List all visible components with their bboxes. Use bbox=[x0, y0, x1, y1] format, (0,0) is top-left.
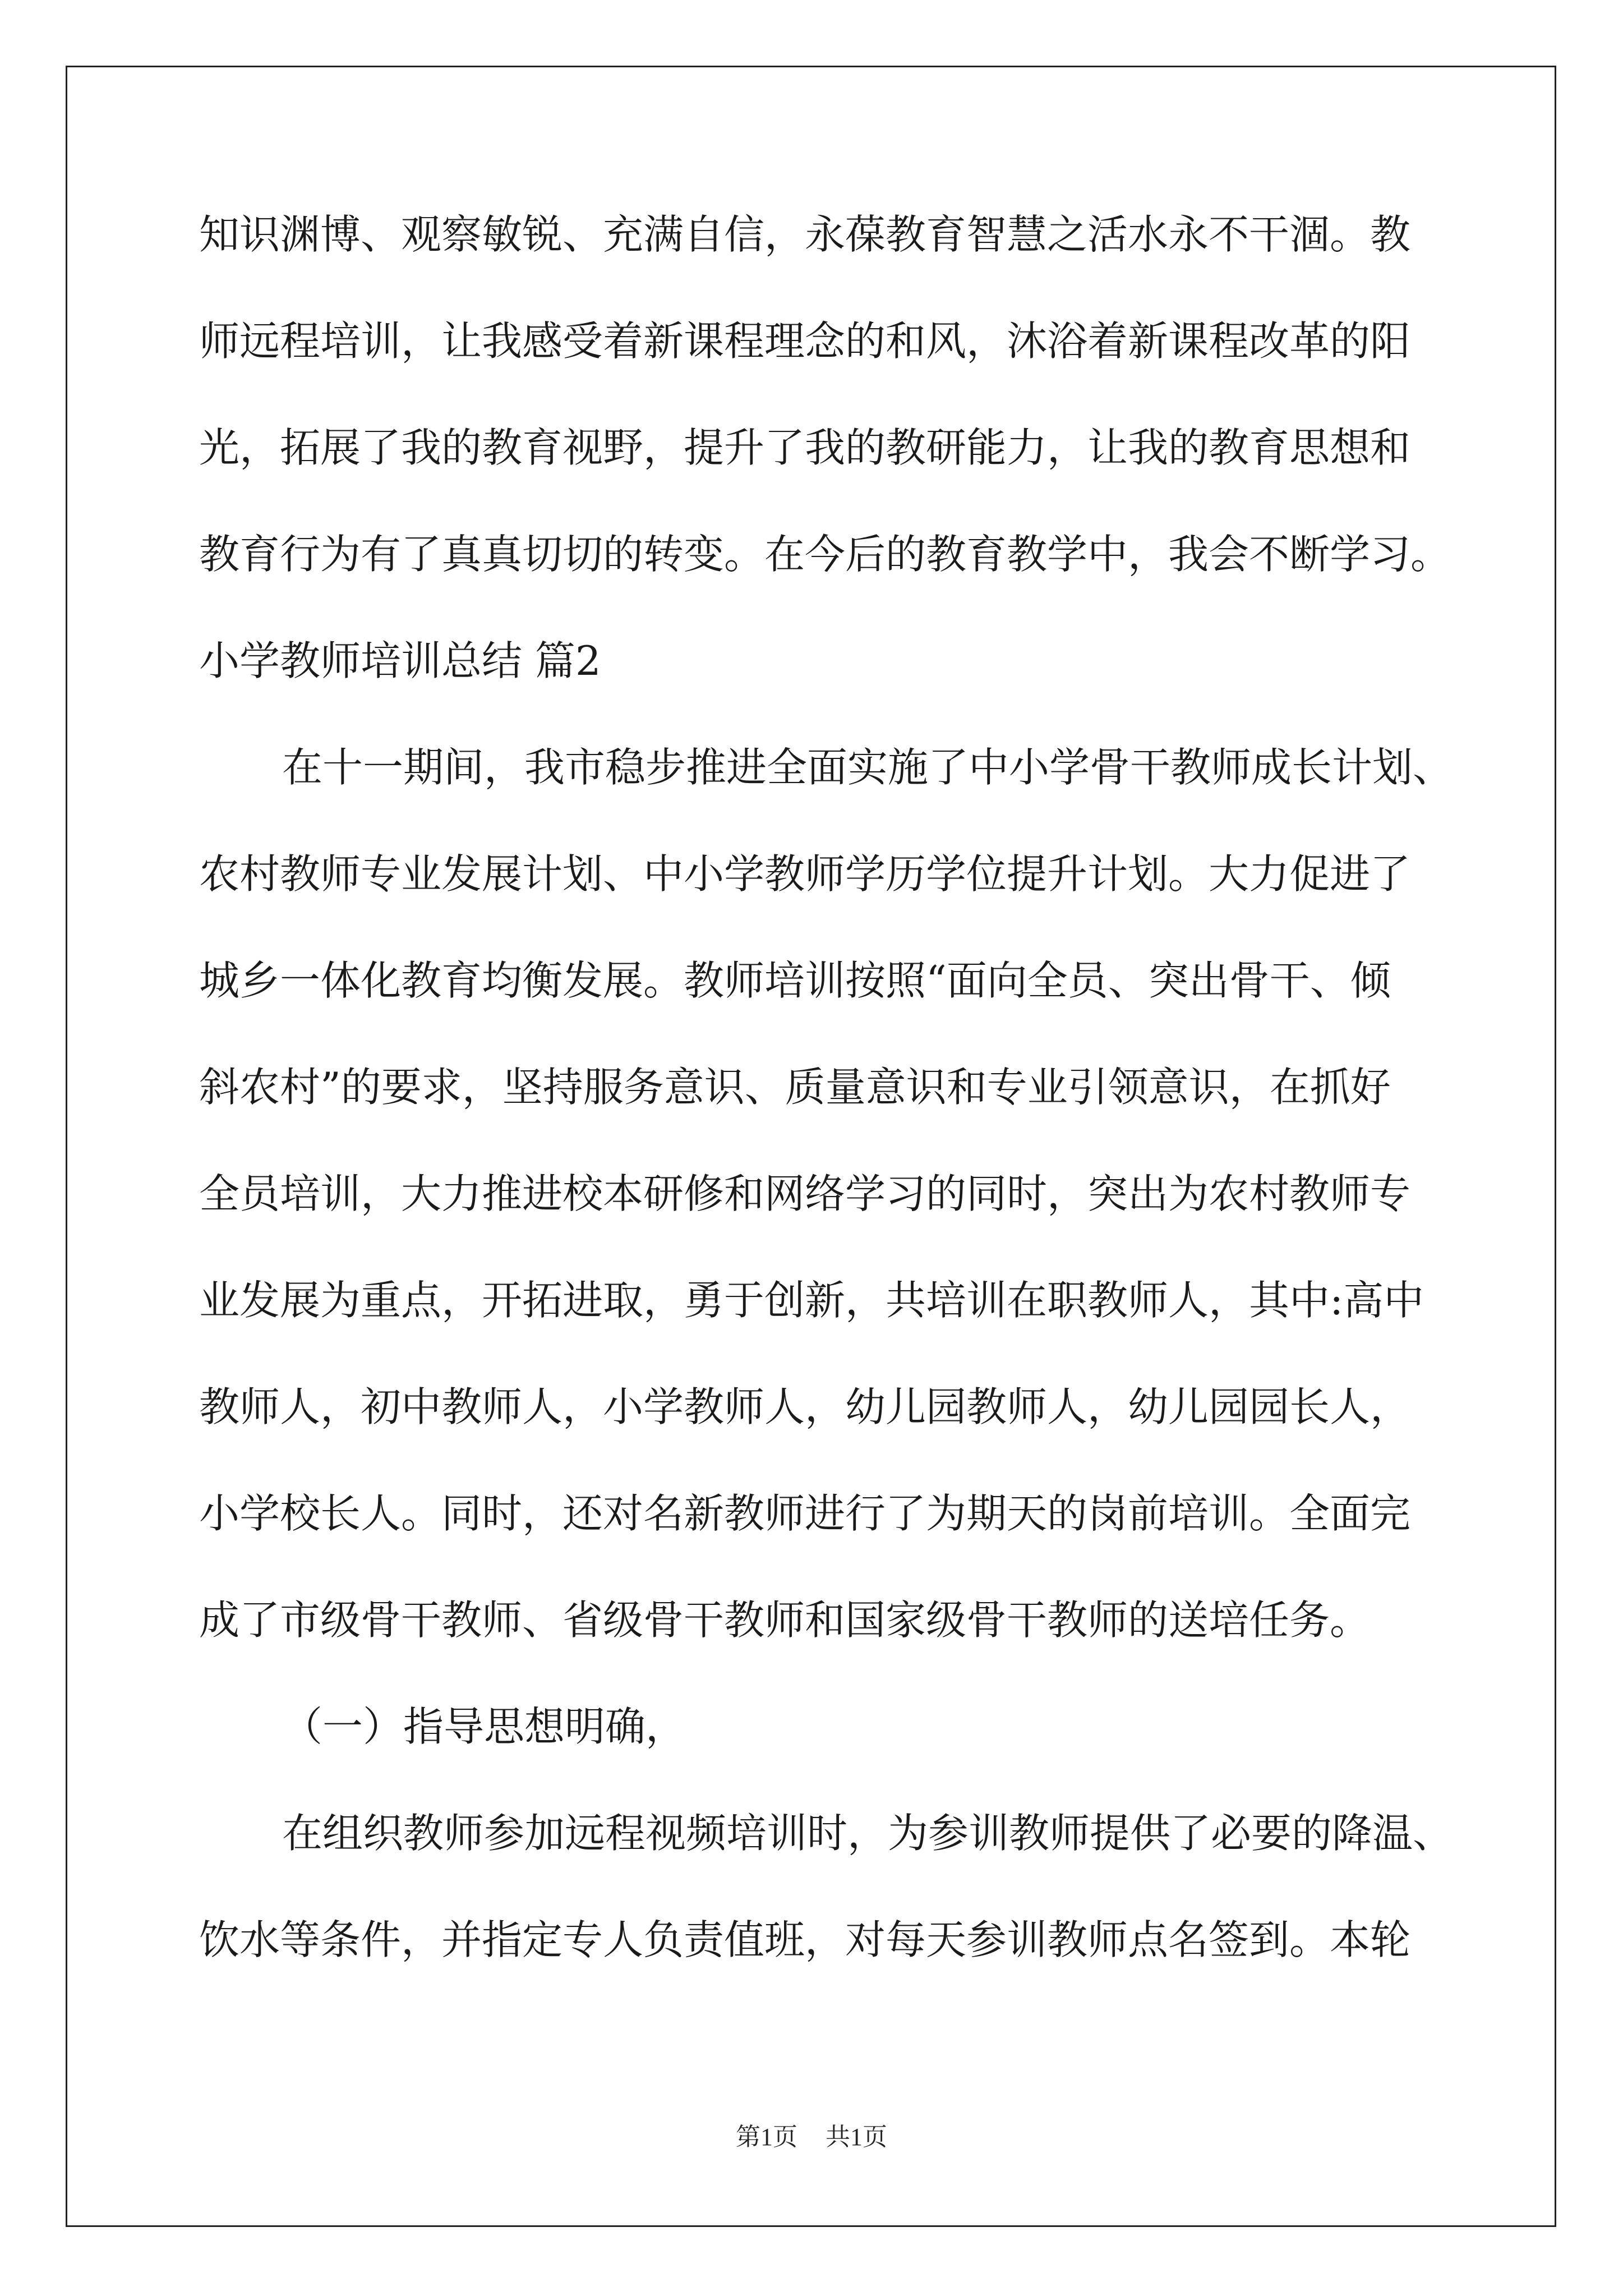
text-line: 小学校长人。同时，还对名新教师进行了为期天的岗前培训。全面完 bbox=[199, 1490, 1411, 1537]
text-line: 师远程培训，让我感受着新课程理念的和风，沐浴着新课程改革的阳 bbox=[199, 318, 1411, 365]
text-line: 在十一期间，我市稳步推进全面实施了中小学骨干教师成长计划、 bbox=[282, 744, 1454, 791]
text-line: 农村教师专业发展计划、中小学教师学历学位提升计划。大力促进了 bbox=[199, 850, 1411, 898]
page-footer bbox=[0, 2120, 1623, 2154]
page-number: 第1页 bbox=[736, 2123, 797, 2151]
text-line: 全员培训，大力推进校本研修和网络学习的同时，突出为农村教师专 bbox=[199, 1170, 1411, 1217]
text-line: 在组织教师参加远程视频培训时，为参训教师提供了必要的降温、 bbox=[282, 1810, 1454, 1857]
text-line: 教育行为有了真真切切的转变。在今后的教育教学中，我会不断学习。 bbox=[199, 531, 1451, 578]
text-line: 城乡一体化教育均衡发展。教师培训按照“面向全员、突出骨干、倾 bbox=[199, 957, 1391, 1004]
text-line: 业发展为重点，开拓进取，勇于创新，共培训在职教师人，其中:高中 bbox=[199, 1277, 1424, 1324]
text-line: 知识渊博、观察敏锐、充满自信，永葆教育智慧之活水永不干涸。教 bbox=[199, 211, 1411, 258]
document-body bbox=[199, 208, 1455, 2019]
text-line: 光，拓展了我的教育视野，提升了我的教研能力，让我的教育思想和 bbox=[199, 424, 1411, 471]
text-line: 成了市级骨干教师、省级骨干教师和国家级骨干教师的送培任务。 bbox=[199, 1596, 1371, 1644]
section-heading: 小学教师培训总结 篇2 bbox=[199, 637, 601, 684]
subsection-heading: （一）指导思想明确， bbox=[282, 1703, 686, 1750]
text-line: 饮水等条件，并指定专人负责值班，对每天参训教师点名签到。本轮 bbox=[199, 1916, 1411, 1963]
text-line: 斜农村”的要求，坚持服务意识、质量意识和专业引领意识，在抓好 bbox=[199, 1064, 1391, 1111]
text-line: 教师人，初中教师人，小学教师人，幼儿园教师人，幼儿园园长人， bbox=[199, 1383, 1411, 1430]
total-pages: 共1页 bbox=[826, 2123, 887, 2151]
